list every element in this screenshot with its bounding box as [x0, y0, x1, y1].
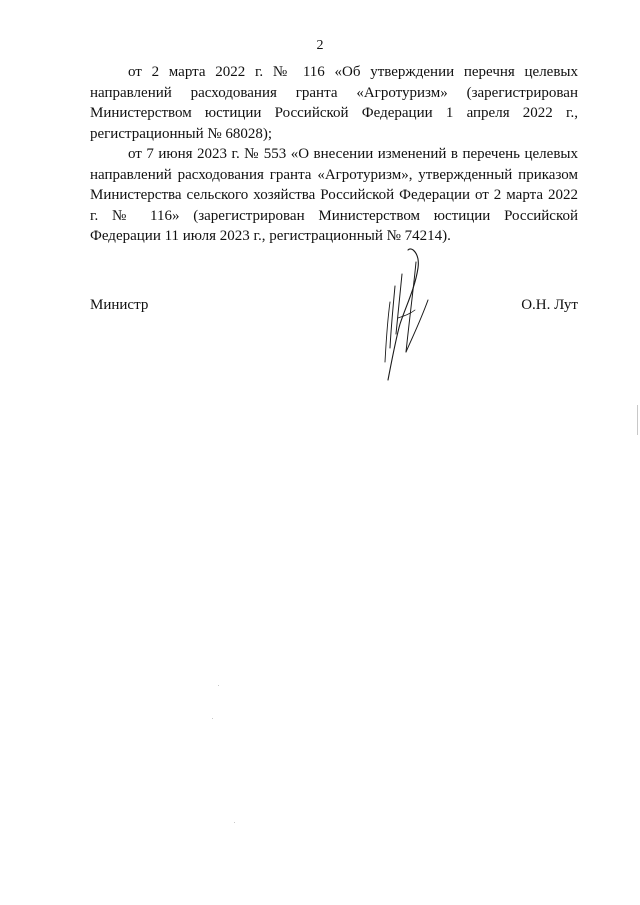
- scan-artifact: [637, 405, 638, 435]
- page-number: 2: [316, 38, 324, 53]
- scan-artifact: [212, 718, 213, 719]
- document-body: [90, 62, 578, 247]
- paragraph-order-116: от 2 марта 2022 г. № 116 «Об утверждении перечня целевых направлений расходования гранта «Агротуризм» (зарегистрирован Министерством юстиции Российской Федерации 1 апреля 2022 г., регистрационный № 68028);: [90, 64, 578, 142]
- scan-artifact: [218, 685, 219, 686]
- handwritten-signature: [368, 244, 448, 384]
- signatory-name: О.Н. Лут: [521, 297, 578, 313]
- paragraph-order-553: от 7 июня 2023 г. № 553 «О внесении изменений в перечень целевых направлений расходования гранта «Агротуризм», утвержденный приказом Министерства сельского хозяйства Российской Федерации от 2 марта 2022 г. № 116» (зарегистрирован Министерством юстиции Российской Федерации 11 июля 2023 г., регистрационный № 74214).: [90, 146, 578, 244]
- position-title: Министр: [90, 297, 149, 313]
- signature-block: [90, 295, 578, 319]
- scan-artifact: [234, 822, 235, 823]
